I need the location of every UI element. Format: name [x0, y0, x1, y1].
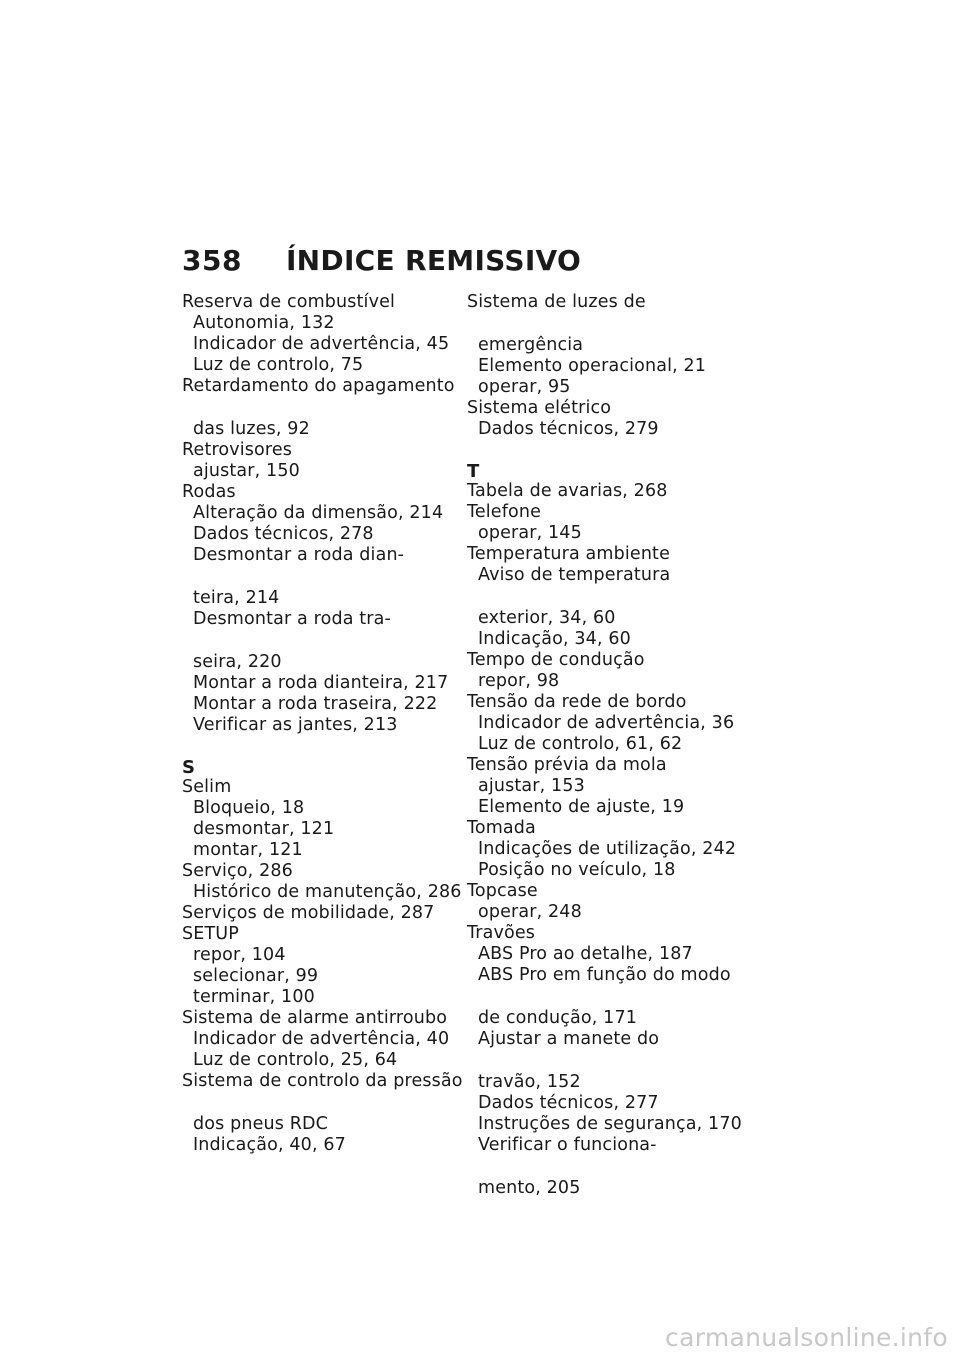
- index-column-left: [182, 292, 463, 1156]
- index-subentry: Aviso de temperatura: [478, 565, 671, 585]
- index-entry: Serviços de mobilidade, 287: [182, 903, 435, 923]
- index-entry: Tabela de avarias, 268: [467, 481, 668, 501]
- section-spacer: [182, 736, 457, 757]
- index-subentry: Dados técnicos, 277: [478, 1093, 659, 1113]
- page-title: ÍNDICE REMISSIVO: [285, 244, 582, 277]
- index-entry: Tensão prévia da mola: [467, 755, 667, 775]
- line-spacer: [467, 986, 742, 987]
- index-subentry: Instruções de segurança, 170: [478, 1114, 742, 1134]
- index-entry: Telefone: [467, 502, 542, 522]
- index-entry: Sistema elétrico: [467, 398, 612, 418]
- index-subentry: repor, 104: [193, 945, 286, 965]
- index-subentry: mento, 205: [478, 1178, 581, 1198]
- index-letter-heading: T: [467, 461, 480, 482]
- index-subentry: das luzes, 92: [193, 419, 310, 439]
- index-subentry: Posição no veículo, 18: [478, 860, 676, 880]
- index-subentry: Verificar as jantes, 213: [193, 715, 398, 735]
- index-subentry: emergência: [478, 335, 584, 355]
- index-subentry: Alteração da dimensão, 214: [193, 503, 444, 523]
- index-entry: SETUP: [182, 924, 239, 944]
- line-spacer: [467, 313, 742, 314]
- index-subentry: Elemento de ajuste, 19: [478, 797, 685, 817]
- page-number: 358: [182, 244, 242, 277]
- line-spacer: [467, 586, 742, 587]
- index-entry: Tempo de condução: [467, 650, 645, 670]
- index-subentry: desmontar, 121: [193, 819, 335, 839]
- index-subentry: ABS Pro em função do modo: [478, 965, 731, 985]
- index-entry: Retrovisores: [182, 440, 293, 460]
- index-letter-heading: S: [182, 757, 196, 778]
- line-spacer: [467, 1156, 742, 1157]
- index-subentry: Indicador de advertência, 36: [478, 713, 735, 733]
- index-subentry: Dados técnicos, 278: [193, 524, 374, 544]
- line-spacer: [182, 566, 457, 567]
- page-header: [182, 244, 581, 277]
- index-subentry: montar, 121: [193, 840, 303, 860]
- index-entry: Sistema de luzes de: [467, 292, 646, 312]
- index-entry: Serviço, 286: [182, 861, 293, 881]
- index-subentry: Desmontar a roda tra-: [193, 609, 391, 629]
- index-subentry: Bloqueio, 18: [193, 798, 305, 818]
- index-subentry: ABS Pro ao detalhe, 187: [478, 944, 693, 964]
- index-subentry: ajustar, 153: [478, 776, 585, 796]
- index-subentry: operar, 145: [478, 523, 582, 543]
- line-spacer: [467, 1050, 742, 1051]
- index-subentry: Luz de controlo, 61, 62: [478, 734, 683, 754]
- index-entry: Travões: [467, 923, 536, 943]
- index-subentry: dos pneus RDC: [193, 1114, 329, 1134]
- index-subentry: operar, 95: [478, 377, 571, 397]
- index-entry: Sistema de alarme antirroubo: [182, 1008, 448, 1028]
- index-subentry: de condução, 171: [478, 1008, 638, 1028]
- index-entry: Temperatura ambiente: [467, 544, 670, 564]
- index-column-right: [467, 292, 742, 1199]
- line-spacer: [182, 1092, 457, 1093]
- index-subentry: Indicações de utilização, 242: [478, 839, 737, 859]
- index-entry: Retardamento do apagamento: [182, 376, 455, 396]
- index-subentry: Dados técnicos, 279: [478, 419, 659, 439]
- index-entry: Rodas: [182, 482, 236, 502]
- index-subentry: Luz de controlo, 75: [193, 355, 364, 375]
- index-subentry: Indicação, 40, 67: [193, 1135, 346, 1155]
- index-subentry: repor, 98: [478, 671, 560, 691]
- index-subentry: Montar a roda dianteira, 217: [193, 673, 449, 693]
- index-subentry: Elemento operacional, 21: [478, 356, 707, 376]
- index-subentry: Montar a roda traseira, 222: [193, 694, 438, 714]
- index-subentry: ajustar, 150: [193, 461, 300, 481]
- index-subentry: Ajustar a manete do: [478, 1029, 660, 1049]
- index-entry: Tomada: [467, 818, 536, 838]
- index-entry: Sistema de controlo da pressão: [182, 1071, 463, 1091]
- index-entry: Topcase: [467, 881, 538, 901]
- index-subentry: Histórico de manutenção, 286: [193, 882, 462, 902]
- index-subentry: Indicador de advertência, 45: [193, 334, 450, 354]
- index-subentry: Desmontar a roda dian-: [193, 545, 405, 565]
- index-entry: Reserva de combustível: [182, 292, 396, 312]
- index-subentry: Verificar o funciona-: [478, 1135, 657, 1155]
- section-spacer: [467, 440, 742, 461]
- index-entry: Tensão da rede de bordo: [467, 692, 687, 712]
- index-subentry: Indicação, 34, 60: [478, 629, 631, 649]
- line-spacer: [182, 397, 457, 398]
- index-subentry: seira, 220: [193, 652, 282, 672]
- index-subentry: operar, 248: [478, 902, 582, 922]
- index-subentry: terminar, 100: [193, 987, 315, 1007]
- index-subentry: Indicador de advertência, 40: [193, 1029, 450, 1049]
- index-subentry: exterior, 34, 60: [478, 608, 616, 628]
- watermark: carmanualsonline.info: [665, 1323, 948, 1352]
- index-subentry: Autonomia, 132: [193, 313, 335, 333]
- index-subentry: Luz de controlo, 25, 64: [193, 1050, 398, 1070]
- line-spacer: [182, 630, 457, 631]
- index-subentry: travão, 152: [478, 1072, 581, 1092]
- index-subentry: teira, 214: [193, 588, 280, 608]
- index-entry: Selim: [182, 777, 232, 797]
- index-subentry: selecionar, 99: [193, 966, 319, 986]
